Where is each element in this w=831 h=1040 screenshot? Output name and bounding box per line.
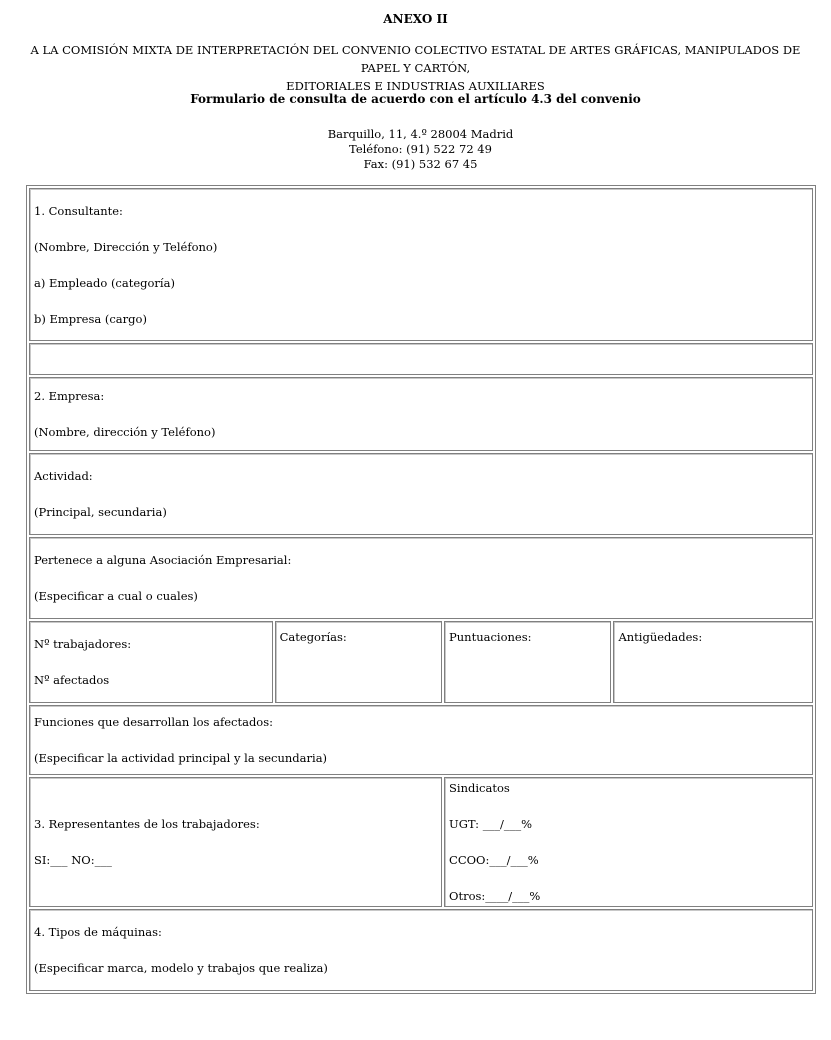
form-row-consultante (29, 188, 813, 341)
actividad-label: Actividad: (34, 469, 93, 483)
organization-line-1: A LA COMISIÓN MIXTA DE INTERPRETACIÓN DEL CONVENIO COLECTIVO ESTATAL DE ARTES GRÁFICAS, MANIPULADOS DE PAPEL Y CARTÓN, (30, 43, 801, 75)
sindicatos-cell[interactable] (444, 777, 813, 907)
actividad-hint: (Principal, secundaria) (34, 505, 167, 519)
document-title: ANEXO II (383, 12, 448, 26)
asociacion-hint: (Especificar a cual o cuales) (34, 589, 198, 603)
form-subtitle: Formulario de consulta de acuerdo con el artículo 4.3 del convenio (190, 92, 641, 106)
fax-line: Fax: (91) 532 67 45 (363, 157, 478, 171)
form-row-actividad (29, 453, 813, 535)
funciones-cell[interactable] (29, 705, 813, 775)
num-trabajadores-label: Nº trabajadores: (34, 637, 132, 651)
form-row-empresa (29, 377, 813, 451)
funciones-hint: (Especificar la actividad principal y la secundaria) (34, 751, 328, 765)
empresa-label: 2. Empresa: (34, 389, 105, 403)
form-row-maquinas (29, 909, 813, 991)
organization-heading (10, 41, 821, 95)
puntuaciones-label: Puntuaciones: (449, 630, 532, 644)
maquinas-hint: (Especificar marca, modelo y trabajos que realiza) (34, 961, 328, 975)
maquinas-label: 4. Tipos de máquinas: (34, 925, 162, 939)
form-row-trabajadores (29, 621, 813, 703)
consultation-form-table (26, 185, 816, 994)
puntuaciones-cell[interactable] (444, 621, 611, 703)
organization-line-2: EDITORIALES E INDUSTRIAS AUXILIARES (286, 79, 545, 93)
blank-cell[interactable] (29, 343, 813, 375)
empresa-cell[interactable] (29, 377, 813, 451)
ugt-field: UGT: ___/___% (449, 817, 533, 831)
form-row-funciones (29, 705, 813, 775)
address-line: Barquillo, 11, 4.º 28004 Madrid (327, 127, 514, 141)
representantes-cell[interactable] (29, 777, 442, 907)
asociacion-label: Pertenece a alguna Asociación Empresarial: (34, 553, 292, 567)
form-row-asociacion (29, 537, 813, 619)
representantes-label: 3. Representantes de los trabajadores: (34, 817, 260, 831)
num-afectados-label: Nº afectados (34, 673, 110, 687)
contact-block (0, 127, 831, 172)
empresa-hint: (Nombre, dirección y Teléfono) (34, 425, 216, 439)
empleado-label: a) Empleado (categoría) (34, 275, 175, 290)
consultante-label: 1. Consultante: (34, 203, 123, 218)
otros-field: Otros:____/___% (449, 889, 541, 903)
categorias-cell[interactable] (275, 621, 442, 703)
consultante-cell[interactable] (29, 188, 813, 341)
antiguedades-cell[interactable] (613, 621, 813, 703)
maquinas-cell[interactable] (29, 909, 813, 991)
categorias-label: Categorías: (279, 630, 347, 644)
antiguedades-label: Antigüedades: (618, 630, 703, 644)
form-row-blank (29, 343, 813, 375)
consultante-hint: (Nombre, Dirección y Teléfono) (34, 239, 218, 254)
si-no-field: SI:___ NO:___ (34, 853, 112, 867)
trabajadores-cell[interactable] (29, 621, 273, 703)
phone-line: Teléfono: (91) 522 72 49 (349, 142, 492, 156)
funciones-label: Funciones que desarrollan los afectados: (34, 715, 274, 729)
sindicatos-label: Sindicatos (449, 781, 510, 795)
actividad-cell[interactable] (29, 453, 813, 535)
asociacion-cell[interactable] (29, 537, 813, 619)
form-row-representantes (29, 777, 813, 907)
empresa-cargo-label: b) Empresa (cargo) (34, 311, 147, 326)
ccoo-field: CCOO:___/___% (449, 853, 539, 867)
